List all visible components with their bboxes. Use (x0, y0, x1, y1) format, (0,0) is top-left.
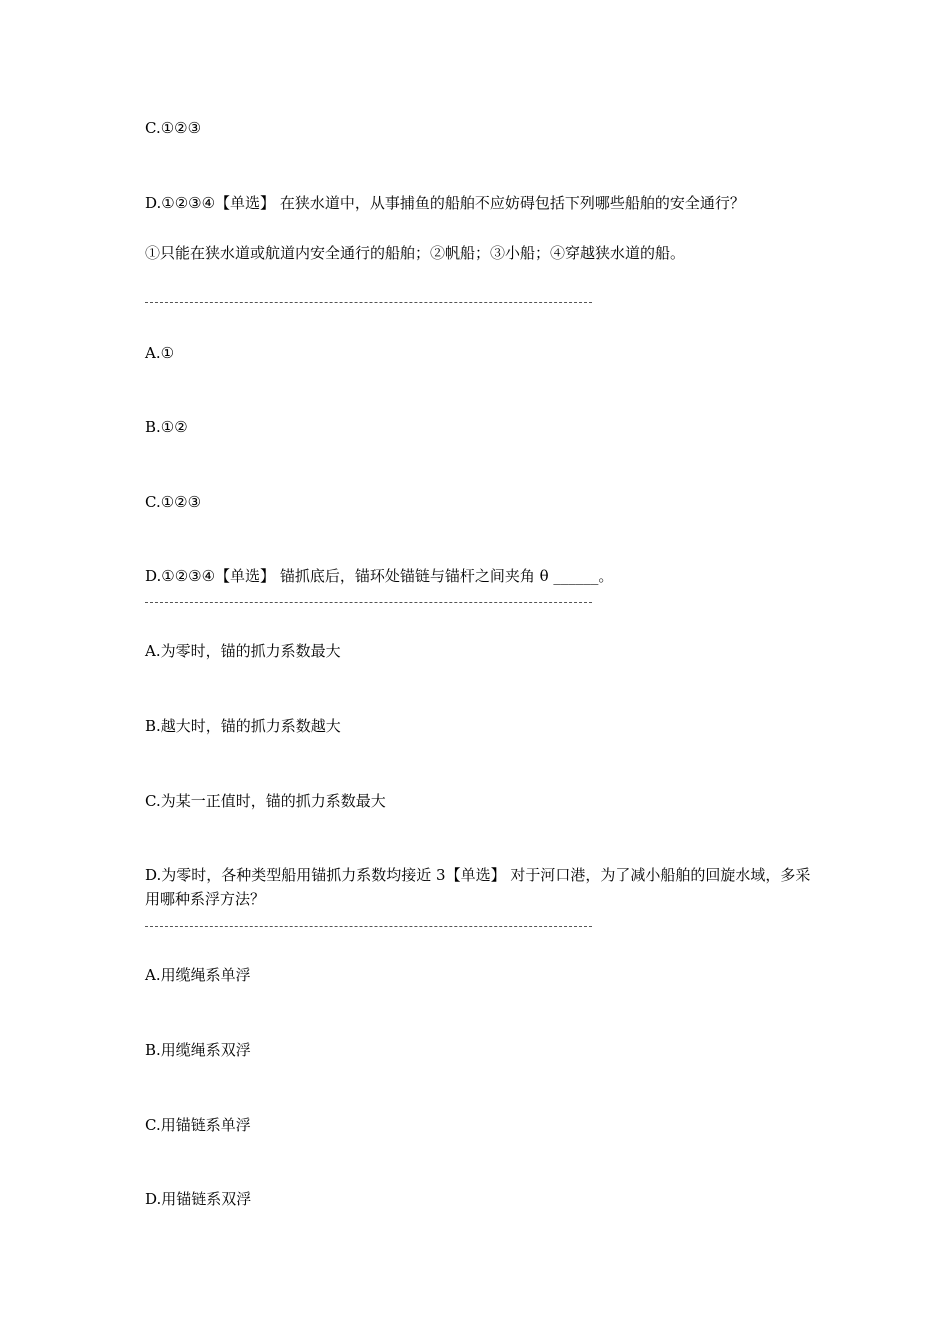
option-a-q2: A.① (145, 344, 175, 362)
question-2-items: ①只能在狭水道或航道内安全通行的船舶；②帆船；③小船；④穿越狭水道的船。 (145, 244, 686, 262)
option-d-q4: D.用锚链系双浮 (145, 1190, 252, 1208)
option-b-q4: B.用缆绳系双浮 (145, 1041, 251, 1059)
option-c-q1: C.①②③ (145, 119, 202, 137)
option-c-q2: C.①②③ (145, 493, 202, 511)
option-a-q4: A.用缆绳系单浮 (145, 966, 251, 984)
option-a-q3: A.为零时，锚的抓力系数最大 (145, 642, 341, 660)
separator-line (145, 926, 592, 927)
separator-line (145, 302, 592, 303)
separator-line (145, 602, 592, 603)
option-c-q4: C.用锚链系单浮 (145, 1116, 251, 1134)
option-b-q3: B.越大时，锚的抓力系数越大 (145, 717, 341, 735)
option-d-with-question-3: D.①②③④【单选】 锚抓底后，锚环处锚链与锚杆之间夹角 θ ______。 (145, 567, 614, 585)
option-b-q2: B.①② (145, 418, 188, 436)
option-d-with-question-2: D.①②③④【单选】 在狭水道中，从事捕鱼的船舶不应妨碍包括下列哪些船舶的安全通行？ (145, 194, 745, 212)
option-c-q3: C.为某一正值时，锚的抓力系数最大 (145, 792, 386, 810)
option-d-with-question-4: D.为零时，各种类型船用锚抓力系数均接近 3【单选】 对于河口港，为了减小船舶的回旋水域，多采用哪种系浮方法？ (145, 866, 811, 908)
